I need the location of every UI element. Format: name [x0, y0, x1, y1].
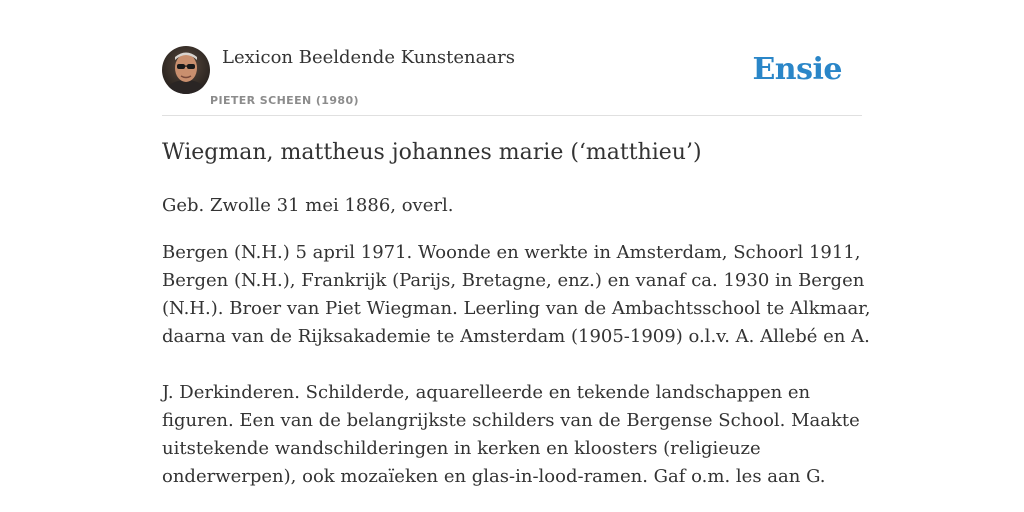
- article-title: Wiegman, mattheus johannes marie (‘matthieu’): [162, 140, 702, 165]
- article-paragraph: Geb. Zwolle 31 mei 1886, overl.: [162, 195, 454, 216]
- author-avatar-image: [162, 46, 210, 94]
- author-name[interactable]: PIETER SCHEEN (1980): [210, 94, 359, 107]
- article-paragraph: Bergen (N.H.) 5 april 1971. Woonde en werkte in Amsterdam, Schoorl 1911, Bergen (N.H.), Frankrijk (Parijs, Bretagne, enz.) en vanaf ca. 1930 in Bergen (N.H.). Broer van Piet Wiegman. Leerling van de Ambachtsschool te Alkmaar, daarna van de Rijksakademie te Amsterdam (1905-1909) o.l.v. A. Allebé en A.: [162, 242, 871, 347]
- article-header: [162, 46, 862, 116]
- source-title[interactable]: Lexicon Beeldende Kunstenaars: [222, 47, 515, 68]
- article-paragraph: J. Derkinderen. Schilderde, aquarelleerde en tekende landschappen en figuren. Een van de belangrijkste schilders van de Bergense School. Maakte uitstekende wandschilderingen in kerken en kloosters (religieuze onderwerpen), ook mozaïeken en glas-in-lood-ramen. Gaf o.m. les aan G.: [162, 382, 860, 487]
- author-avatar[interactable]: [162, 46, 210, 94]
- brand-logo[interactable]: Ensie: [752, 52, 842, 87]
